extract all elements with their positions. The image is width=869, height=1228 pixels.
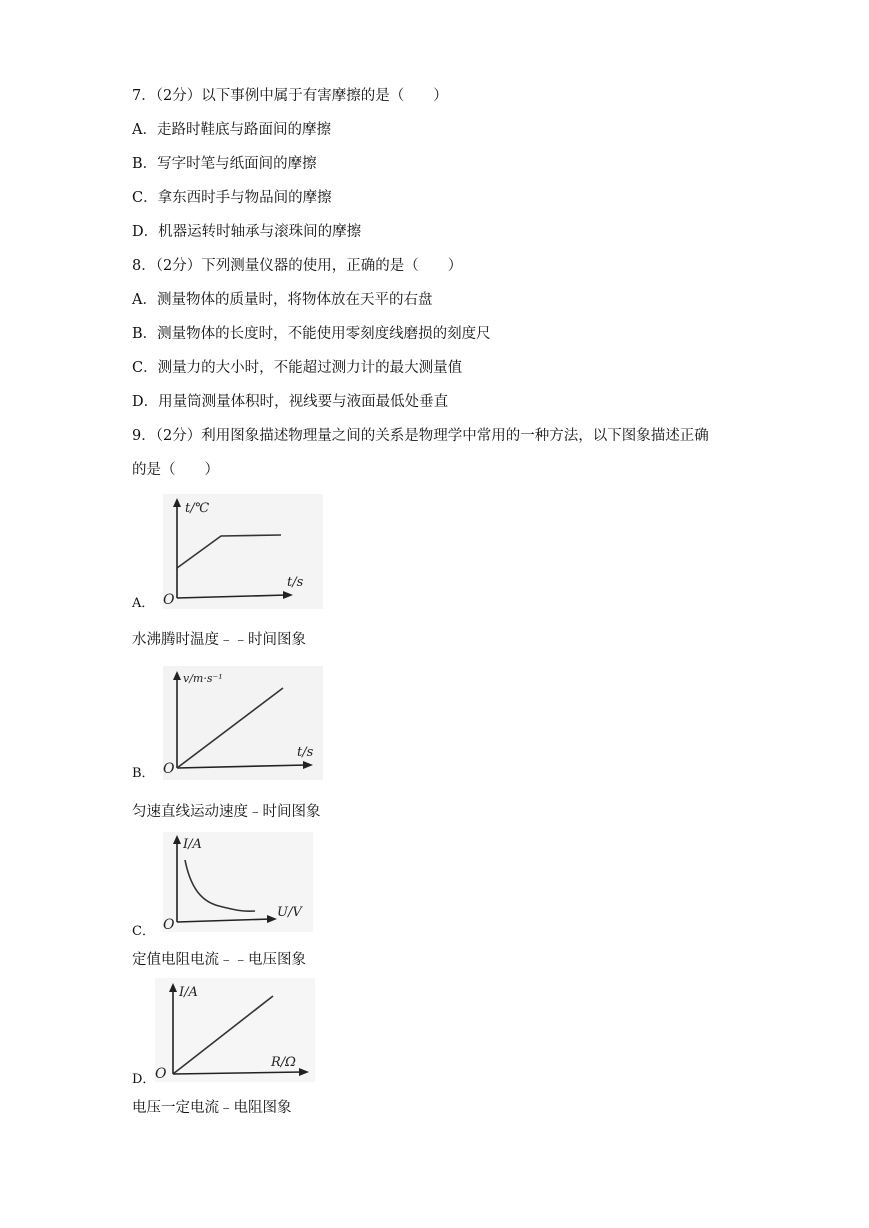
q9-option-c-letter: C． <box>132 924 155 939</box>
q9-stem-line2: 的是（ ） <box>132 462 219 478</box>
graph-b-x-label: t/s <box>297 745 314 760</box>
q8-option-c: C．测量力的大小时，不能超过测力计的最大测量值 <box>132 360 463 376</box>
graph-d-y-label: I/A <box>179 985 198 1000</box>
graph-a-origin: O <box>163 592 175 608</box>
q9-option-a-caption: 水沸腾时温度﹣﹣时间图象 <box>132 632 306 648</box>
q9-option-d-caption: 电压一定电流﹣电阻图象 <box>132 1100 292 1116</box>
graph-c-x-label: U/V <box>277 905 302 920</box>
q9-option-b-letter: B． <box>132 766 155 781</box>
graph-d-x-label: R/Ω <box>271 1055 296 1070</box>
q9-option-a-letter: A． <box>132 596 155 611</box>
q8-stem: 8．（2分）下列测量仪器的使用，正确的是（ ） <box>132 258 463 274</box>
graph-a-x-label: t/s <box>287 575 304 590</box>
graph-d <box>155 978 315 1082</box>
q9-option-d-letter: D． <box>132 1072 156 1087</box>
graph-a-y-label: t/℃ <box>185 501 210 516</box>
q8-option-d: D．用量筒测量体积时，视线要与液面最低处垂直 <box>132 394 449 410</box>
q7-option-c: C．拿东西时手与物品间的摩擦 <box>132 190 332 206</box>
q8-option-b: B．测量物体的长度时，不能使用零刻度线磨损的刻度尺 <box>132 326 491 342</box>
graph-d-origin: O <box>155 1066 167 1082</box>
q8-option-a: A．测量物体的质量时，将物体放在天平的右盘 <box>132 292 433 308</box>
q7-stem: 7．（2分）以下事例中属于有害摩擦的是（ ） <box>132 88 448 104</box>
q9-stem-line1: 9．（2分）利用图象描述物理量之间的关系是物理学中常用的一种方法，以下图象描述正确 <box>132 428 709 444</box>
q7-option-a: A．走路时鞋底与路面间的摩擦 <box>132 122 331 138</box>
graph-c-origin: O <box>163 917 175 932</box>
q9-option-b-caption: 匀速直线运动速度﹣时间图象 <box>132 804 321 820</box>
graph-b-origin: O <box>163 761 175 777</box>
q9-option-c-caption: 定值电阻电流﹣﹣电压图象 <box>132 952 306 968</box>
graph-c <box>163 832 313 932</box>
graph-b <box>163 666 323 780</box>
q7-option-d: D．机器运转时轴承与滚珠间的摩擦 <box>132 224 362 240</box>
graph-b-y-label: v/m·s⁻¹ <box>183 672 223 685</box>
q7-option-b: B．写字时笔与纸面间的摩擦 <box>132 156 317 172</box>
graph-c-y-label: I/A <box>183 837 202 852</box>
graph-a <box>163 494 323 609</box>
